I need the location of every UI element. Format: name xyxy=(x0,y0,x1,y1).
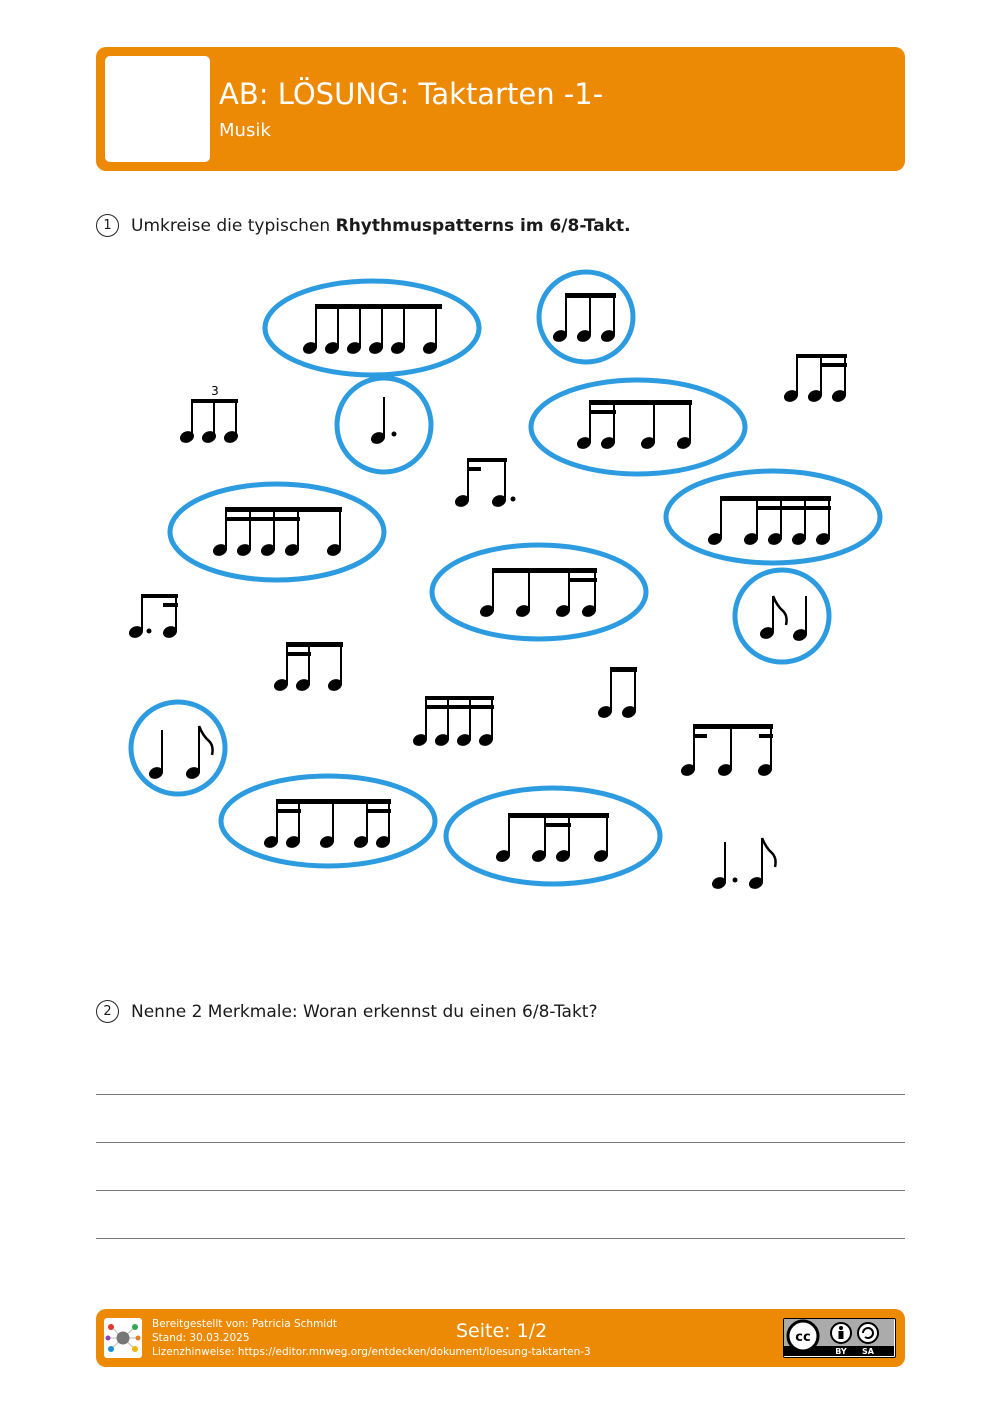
solution-circle xyxy=(170,484,384,580)
rhythm-patterns-area xyxy=(0,240,1000,940)
worksheet-header xyxy=(96,47,905,171)
rhythm-pattern xyxy=(213,507,342,557)
rhythm-pattern xyxy=(413,696,494,747)
rhythm-pattern xyxy=(180,399,239,444)
rhythm-pattern xyxy=(371,397,397,445)
cc-label: cc xyxy=(795,1330,811,1345)
mnweg-logo xyxy=(104,1318,142,1358)
header-logo-placeholder xyxy=(105,56,210,162)
cc-by-sa-badge[interactable] xyxy=(783,1318,896,1358)
task-2-number: 2 xyxy=(96,1000,119,1023)
rhythm-pattern xyxy=(480,568,597,618)
solution-circle xyxy=(539,272,633,362)
task-1-number: 1 xyxy=(96,214,119,237)
task-1-text: Umkreise die typischen Rhythmuspatterns im 6/8-Takt. xyxy=(131,215,631,236)
rhythm-pattern xyxy=(303,304,442,355)
page-title: AB: LÖSUNG: Taktarten -1- xyxy=(219,77,604,111)
cc-sa-label: SA xyxy=(862,1347,874,1356)
license-link[interactable]: Lizenzhinweise: https://editor.mnweg.org/entdecken/dokument/loesung-taktarten-3 xyxy=(152,1346,591,1358)
solution-circle xyxy=(265,281,479,375)
task-2-text: Nenne 2 Merkmale: Woran erkennst du einen 6/8-Takt? xyxy=(131,1001,598,1022)
task-1-text-bold: Rhythmuspatterns im 6/8-Takt. xyxy=(335,215,631,236)
solution-circle xyxy=(131,702,225,794)
answer-line[interactable] xyxy=(96,1142,905,1143)
solution-circle xyxy=(531,380,745,474)
answer-line[interactable] xyxy=(96,1238,905,1239)
rhythm-pattern xyxy=(760,596,808,642)
solution-circle xyxy=(446,788,660,884)
rhythm-pattern xyxy=(455,458,516,508)
rhythm-pattern xyxy=(712,838,776,890)
answer-line[interactable] xyxy=(96,1190,905,1191)
subject-label: Musik xyxy=(219,120,271,141)
rhythm-pattern xyxy=(784,354,847,403)
page-number: Seite: 1/2 xyxy=(456,1320,548,1342)
solution-circle xyxy=(735,570,829,662)
rhythm-patterns-svg xyxy=(0,240,1000,940)
task-1 xyxy=(96,214,631,237)
answer-line[interactable] xyxy=(96,1094,905,1095)
cc-by-label: BY xyxy=(835,1347,847,1356)
rhythm-pattern xyxy=(708,496,831,546)
rhythm-pattern xyxy=(496,813,609,863)
worksheet-footer xyxy=(96,1309,905,1367)
rhythm-pattern xyxy=(274,642,343,692)
date-stamp: Stand: 30.03.2025 xyxy=(152,1332,250,1344)
provided-by: Bereitgestellt von: Patricia Schmidt xyxy=(152,1318,338,1330)
rhythm-pattern xyxy=(129,594,178,639)
rhythm-pattern xyxy=(264,799,391,849)
solution-circle xyxy=(432,545,646,639)
solution-circle xyxy=(666,471,880,563)
rhythm-pattern xyxy=(577,400,692,450)
rhythm-pattern xyxy=(553,293,616,343)
rhythm-pattern xyxy=(149,726,213,780)
triplet-number: 3 xyxy=(211,384,219,398)
cc-license-icon xyxy=(784,1319,894,1356)
solution-circle xyxy=(221,776,435,866)
mnweg-logo-icon xyxy=(104,1318,142,1358)
solution-circles xyxy=(131,272,880,884)
rhythm-pattern xyxy=(681,724,773,777)
rhythm-pattern xyxy=(598,667,637,719)
task-2 xyxy=(96,1000,598,1023)
